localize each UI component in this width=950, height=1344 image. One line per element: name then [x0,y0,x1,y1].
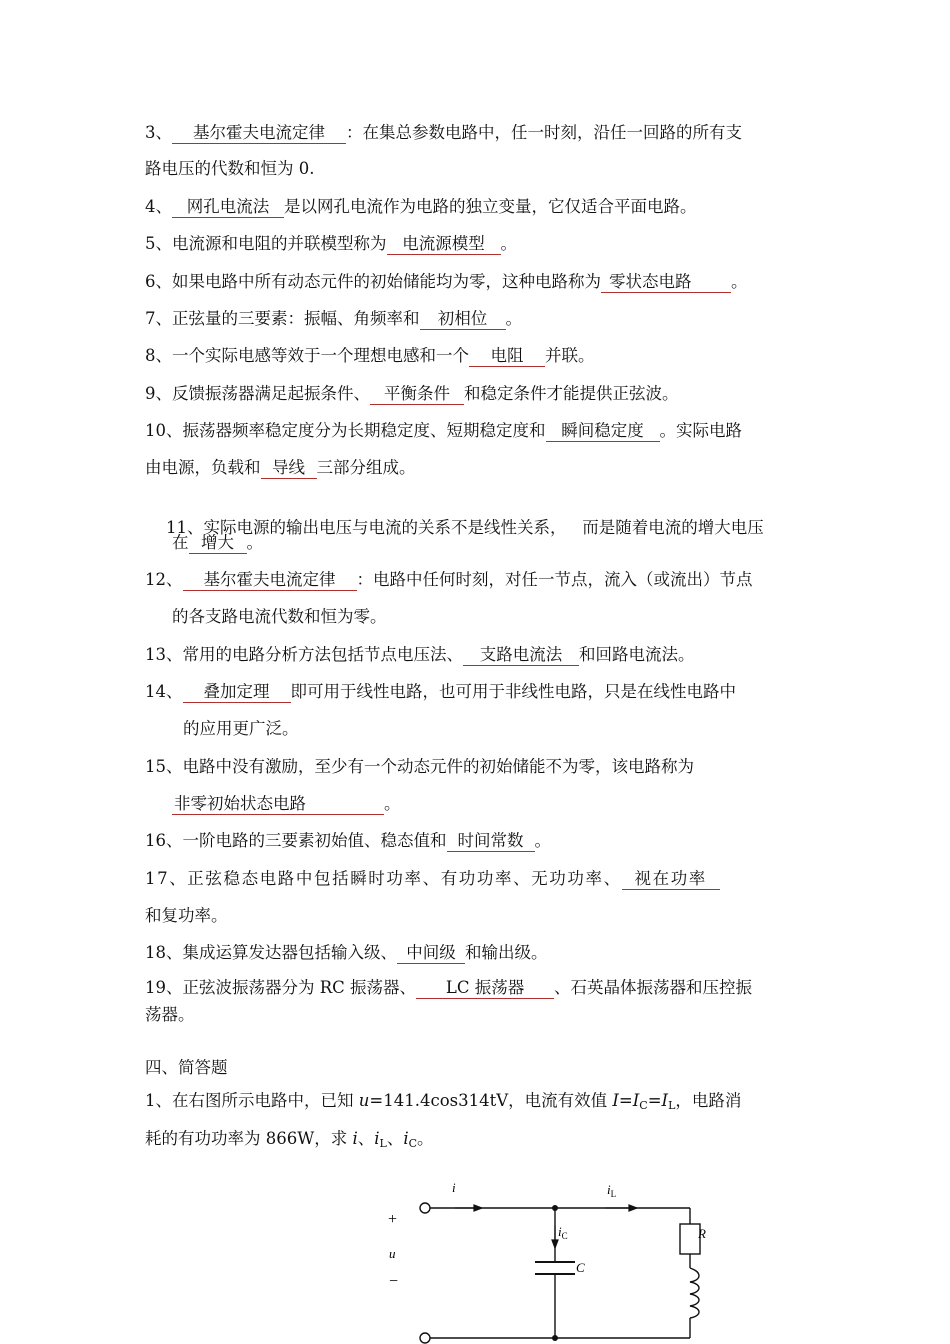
answer-blank: 视在功率 [622,869,720,890]
subscript: L [379,1137,387,1150]
subscript: C [639,1099,648,1112]
label-R: R [698,1226,706,1241]
top-terminal [420,1203,430,1213]
question-text: 即可用于线性电路，也可用于非线性电路，只是在线性电路中 [290,682,736,701]
problem-1-line-1 [145,1090,810,1117]
question-18 [145,942,810,964]
question-text: 的应用更广泛。 [183,719,299,738]
question-13 [145,644,810,666]
variable-iC: i [403,1129,409,1148]
label-iC: $i_C$ [558,1224,568,1241]
separator: 、 [357,1129,375,1148]
inductor-coil [690,1268,699,1318]
question-8 [145,345,810,367]
question-12-line-1 [145,569,810,591]
variable-I: I [612,1091,619,1110]
question-10-line-2 [145,457,810,479]
equals-sign: = [647,1091,662,1110]
problem-text: 1、在右图所示电路中，已知 [145,1091,359,1110]
problem-1-line-2 [145,1128,810,1155]
label-C: C [576,1260,585,1275]
question-number: 14、 [145,682,183,701]
question-4 [145,196,810,218]
question-7 [145,308,810,330]
bottom-terminal [420,1333,430,1343]
node-bottom [552,1335,558,1341]
question-text: 。 [505,309,522,328]
question-text: 。 [246,533,263,552]
answer-blank: 初相位 [420,309,506,330]
question-text: 。实际电路 [659,421,742,440]
subscript: C [408,1137,418,1150]
question-11-line-2 [172,532,837,554]
question-number: 4、 [145,197,172,216]
section-heading: 四、简答题 [145,1058,228,1077]
question-text: 。 [731,272,748,291]
question-text: 11、实际电源的输出电压与电流的关系不是线性关系， 而是随着电流的增大电压 [165,518,764,537]
question-text: 。 [534,831,551,850]
answer-blank: 平衡条件 [370,384,464,405]
answer-blank: LC 振荡器 [416,978,554,999]
question-text: ：在集总参数电路中，任一时刻，沿任一回路的所有支 [346,123,742,142]
question-text: 7、正弦量的三要素：振幅、角频率和 [145,309,420,328]
question-15-line-2 [172,793,837,815]
variable-iL: i [374,1129,380,1148]
question-text: 19、正弦波振荡器分为 RC 振荡器、 [145,978,417,997]
question-number: 12、 [145,570,183,589]
problem-text: ，电路消 [675,1091,742,1110]
question-text: 6、如果电路中所有动态元件的初始储能均为零，这种电路称为 [145,272,601,291]
question-17-line-2 [145,905,810,927]
question-17-line-1 [145,868,810,890]
question-text: 并联。 [545,346,595,365]
question-12-line-2 [172,606,837,628]
question-text: 和回路电流法。 [579,645,695,664]
question-text: 在 [172,533,189,552]
arrow-iL-head [629,1205,637,1211]
answer-blank: 电阻 [469,346,545,367]
answer-blank: 瞬间稳定度 [546,421,660,442]
variable-u: u [358,1091,370,1110]
question-text: 和复功率。 [145,906,228,925]
answer-blank: 非零初始状态电路 [172,794,384,815]
question-text: 8、一个实际电感等效于一个理想电感和一个 [145,346,469,365]
answer-blank: 叠加定理 [183,682,291,703]
question-text: 和稳定条件才能提供正弦波。 [464,384,679,403]
separator: 、 [386,1129,404,1148]
equals-sign: = [618,1091,633,1110]
question-text: 路电压的代数和恒为 0. [145,159,315,178]
answer-blank: 电流源模型 [387,234,501,255]
question-text: 18、集成运算发达器包括输入级、 [145,943,397,962]
question-5 [145,233,810,255]
question-text: ：电路中任何时刻，对任一节点，流入（或流出）节点 [356,570,753,589]
answer-blank: 时间常数 [447,831,535,852]
question-text: 16、一阶电路的三要素初始值、稳态值和 [145,831,447,850]
node-top [552,1205,558,1211]
question-text: 17、正弦稳态电路中包括瞬时功率、有功功率、无功功率、 [145,869,622,888]
answer-blank: 增大 [189,533,247,554]
question-19-line-1 [145,977,810,999]
label-iL: $i_L$ [607,1182,617,1199]
question-3-line-1 [145,122,810,144]
problem-text: 。 [417,1129,434,1148]
circuit-diagram [0,1174,950,1344]
problem-text: 耗的有功功率为 866W，求 [145,1129,353,1148]
question-10-line-1 [145,420,810,442]
question-9 [145,383,810,405]
question-text: 13、常用的电路分析方法包括节点电压法、 [145,645,463,664]
question-text: 。 [384,794,401,813]
question-text: 的各支路电流代数和恒为零。 [172,607,387,626]
answer-blank: 中间级 [397,943,465,964]
answer-blank: 导线 [261,458,317,479]
question-14-line-1 [145,681,810,703]
label-minus: − [389,1273,399,1290]
question-16 [145,830,810,852]
answer-blank: 支路电流法 [463,645,579,666]
question-text: 由电源，负载和 [145,458,261,477]
question-text: 三部分组成。 [316,458,416,477]
answer-blank: 网孔电流法 [172,197,284,218]
question-19-line-2 [145,1004,810,1026]
question-text: 5、电流源和电阻的并联模型称为 [145,234,387,253]
question-3-line-2 [145,158,810,180]
question-number: 3、 [145,123,172,142]
question-text: 、石英晶体振荡器和压控振 [554,978,753,997]
answer-blank: 基尔霍夫电流定律 [172,123,346,144]
question-text: 是以网孔电流作为电路的独立变量，它仅适合平面电路。 [284,197,697,216]
arrow-iC-head [552,1240,558,1248]
problem-text: =141.4cos314tV，电流有效值 [369,1091,613,1110]
label-i: i [452,1180,456,1195]
variable-i: i [352,1129,358,1148]
question-text: 和输出级。 [465,943,548,962]
question-text: 10、振荡器频率稳定度分为长期稳定度、短期稳定度和 [145,421,546,440]
answer-blank: 基尔霍夫电流定律 [183,570,357,591]
question-text: 9、反馈振荡器满足起振条件、 [145,384,370,403]
subscript: L [668,1099,676,1112]
answer-blank: 零状态电路 [601,272,731,293]
question-text: 荡器。 [145,1005,195,1024]
variable-IL: I [661,1091,669,1110]
label-u: u [389,1246,396,1261]
resistor [680,1224,700,1254]
question-14-line-2 [183,718,848,740]
question-text: 15、电路中没有激励，至少有一个动态元件的初始储能不为零，该电路称为 [145,757,694,776]
label-plus: + [388,1211,398,1228]
variable-IC: I [632,1091,640,1110]
question-15-line-1 [145,756,810,778]
arrow-i-head [474,1205,482,1211]
question-6 [145,271,810,293]
question-text: 。 [500,234,517,253]
